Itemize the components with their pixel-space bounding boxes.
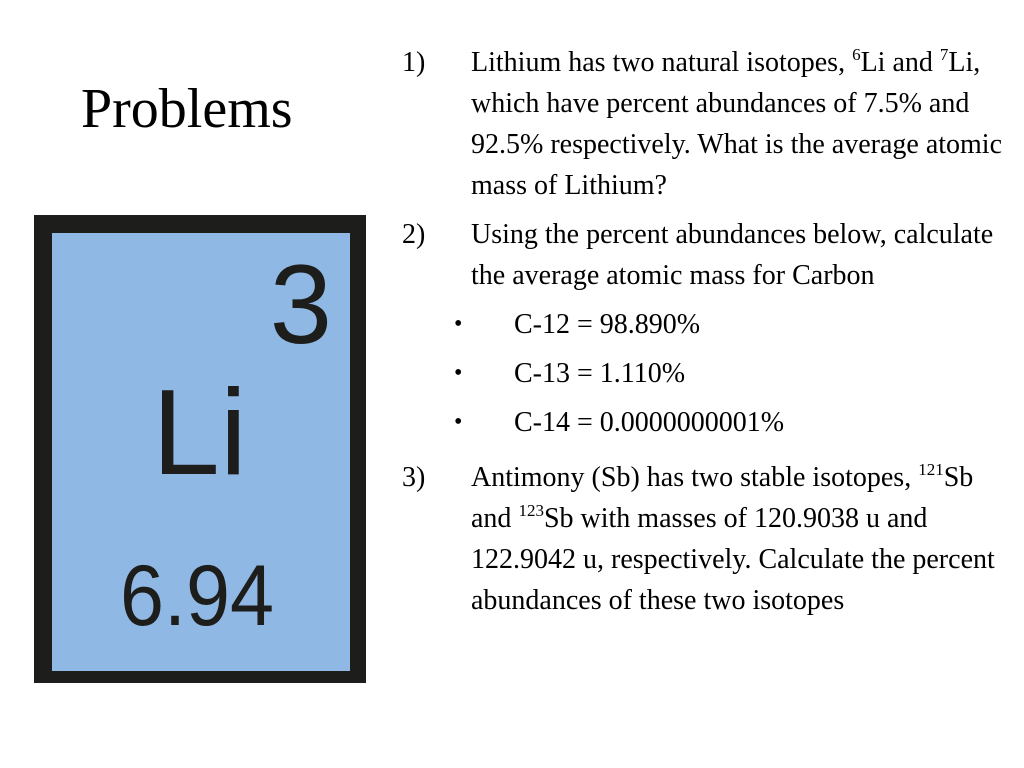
bullet-icon: • [454,360,463,386]
isotope-abundance-item [402,402,1002,451]
isotope-abundance-text: C-14 = 0.0000000001% [514,407,785,438]
problem-text-run: Antimony (Sb) has two stable isotopes, [471,462,919,493]
problem-text-run: Sb and [471,462,974,534]
problem-text-run: Li, which have percent abundances of 7.5% and 92.5% respectively. What is the average atomic mass of Lithium? [471,47,1003,201]
problem-text [471,457,1002,621]
isotope-abundance-item [402,353,1002,402]
slide-title: Problems [81,78,293,140]
element-tile-face [52,233,350,671]
problem-item [402,214,1002,296]
atomic-number: 3 [269,242,332,367]
problem-number: 2) [402,219,426,250]
problem-item [402,457,1002,621]
isotope-abundance-text: C-13 = 1.110% [514,358,686,389]
isotope-mass-number: 121 [918,459,944,479]
isotope-abundance-list [402,304,1002,451]
problem-text-run: Li and [860,47,940,78]
problem-list [402,42,1002,629]
isotope-mass-number: 7 [939,44,949,64]
problem-number: 1) [402,47,426,78]
problem-number: 3) [402,462,426,493]
problem-text-run: Lithium has two natural isotopes, [471,47,853,78]
problem-text [471,214,1002,296]
atomic-mass: 6.94 [120,548,274,644]
bullet-icon: • [454,409,463,435]
element-symbol: Li [152,364,247,500]
isotope-mass-number: 6 [852,44,861,64]
isotope-mass-number: 123 [518,500,544,520]
problem-text-run: Sb with masses of 120.9038 u and 122.9042 u, respectively. Calculate the percent abundances of these two isotopes [471,503,995,616]
isotope-abundance-item [402,304,1002,353]
problem-text-run: Using the percent abundances below, calculate the average atomic mass for Carbon [471,219,994,291]
problem-item [402,42,1002,206]
bullet-icon: • [454,311,463,337]
lithium-element-tile [34,215,366,683]
isotope-abundance-text: C-12 = 98.890% [514,309,701,340]
problem-text [471,42,1002,206]
